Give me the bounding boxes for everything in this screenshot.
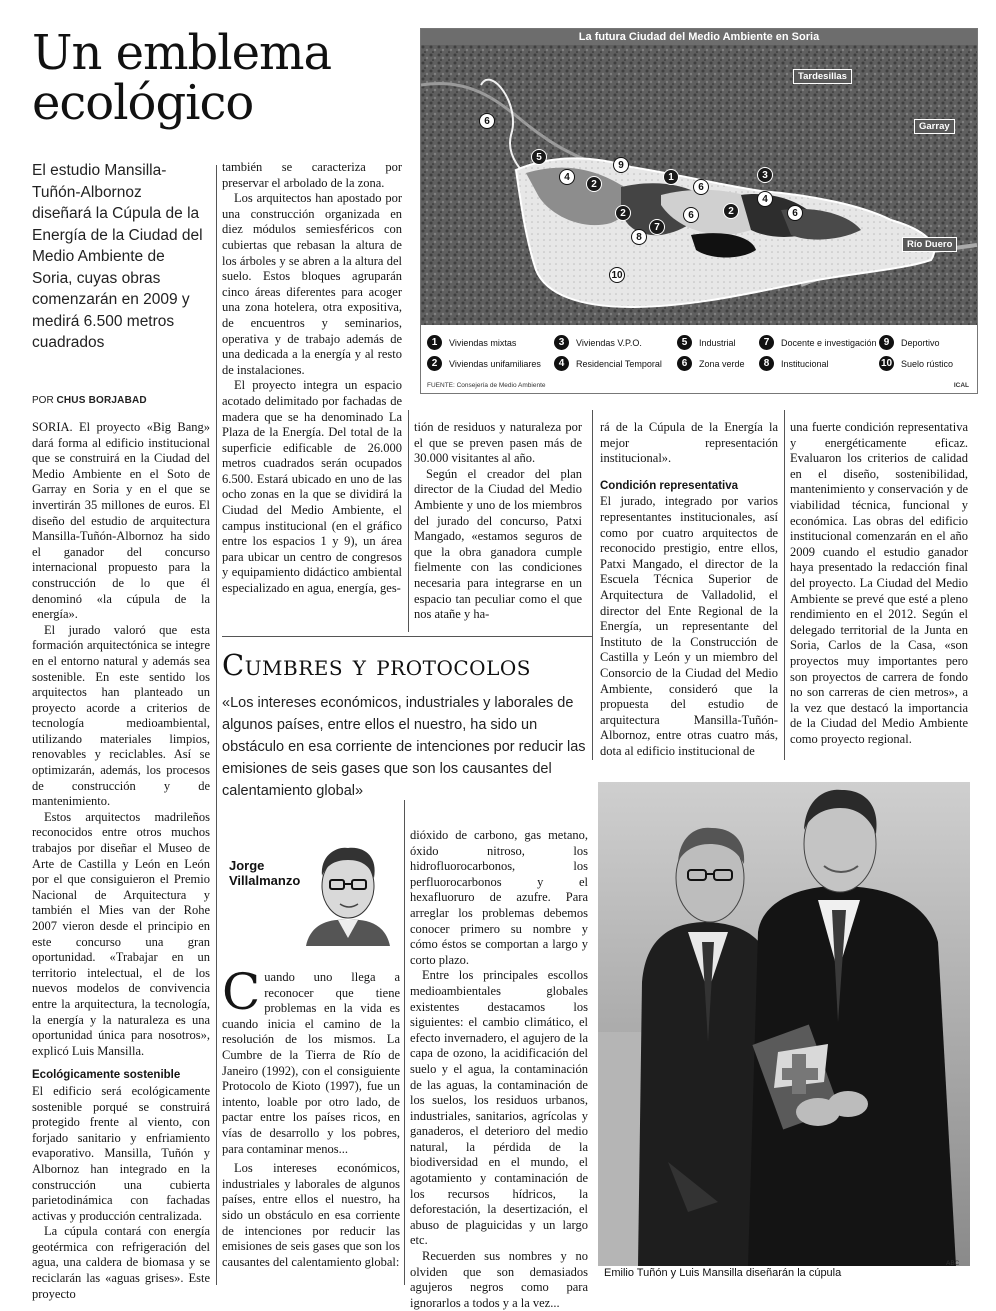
article-paragraph: Estos arquitectos madrileños reconocidos entre otros muchos trabajos por diseñar el Museo de Arte de Castilla y León en León por el que consiguieron el Premio Nacional de Arquitectura y también el Mies van der Rohe 2007 vieron desde el principio en este concurso una gran oportunidad. «Trabajar en un territorio intelectual, el de los nuevos modelos de convivencia entre la arquitectura, la tecnología, la energía y la naturaleza es una oportunidad única para nosotros», explicó Luis Mansilla. bbox=[32, 809, 210, 1058]
byline bbox=[32, 395, 147, 406]
article-paragraph: una fuerte condición representativa y energéticamente eficaz. Evaluaron los criterios de calidad en el diseño, sostenibilidad, mantenimiento y conservación y de viabilidad técnica, funcional y económica. Las obras del edificio institucional comenzarán en el año 2009 cuando el estudio ganador haya presentado la redacción final del proyecto. La Ciudad del Medio Ambiente se prevé que esté a pleno rendimiento en el 2012. Según el delegado territorial de la Junta en Soria, Carlos de la Casa, «son proyectos muy importantes pero son proyectos de carrera de fondo no son carreras de cien metros», a la vez que destacó la importancia de la Ciudad del Medio Ambiente como proyecto regional. bbox=[790, 420, 968, 746]
map-marker-1: 1 bbox=[663, 169, 679, 185]
headline-line-1: Un emblema bbox=[32, 25, 332, 81]
column-divider bbox=[784, 410, 785, 760]
legend-item-2: 2 Viviendas unifamiliares bbox=[427, 356, 541, 371]
map-marker-8: 8 bbox=[631, 229, 647, 245]
headline-line-2: ecológico bbox=[32, 75, 254, 131]
map-marker-6d: 6 bbox=[787, 205, 803, 221]
legend-item-7: 7 Docente e investigación bbox=[759, 335, 877, 350]
column-divider bbox=[404, 800, 405, 1285]
article-paragraph: Los arquitectos han apostado por una construcción organizada en diez módulos semiesféricos con cubiertas que rebasan la altura de los árboles y se abren a la altura del suelo. Estos bloques agruparán cinco áreas diferentes para acoger una zona hotelera, otra expositiva, de encuentros y seminarios, operativa y de trabajo además de una dedicada a la energía y al resto de instalaciones. bbox=[222, 191, 402, 377]
map-marker-2: 2 bbox=[586, 176, 602, 192]
map-source: FUENTE: Consejería de Medio Ambiente bbox=[427, 382, 546, 389]
opinion-paragraph: Recuerden sus nombres y no olviden que son demasiados agujeros negros como para ignorarlos a todos y a la vez... bbox=[410, 1249, 588, 1310]
map-place-garray: Garray bbox=[914, 119, 955, 134]
photo-credit: ABC bbox=[946, 1260, 960, 1267]
article-paragraph: SORIA. El proyecto «Big Bang» dará forma al edificio institucional que se construirá en la Ciudad del Medio Ambiente en el Soto de Garray en Soria y en el que se invertirán 35 millones de euros. El diseño del estudio de arquitectura Mansilla-Tuñón-Albornoz ha sido el ganador del concurso internacional propuesto para la construcción de lo que él denominó «la cúpula de la energía». bbox=[32, 420, 210, 622]
map-marker-6c: 6 bbox=[683, 207, 699, 223]
opinion-title: Cumbres y protocolos bbox=[222, 648, 531, 682]
headline bbox=[32, 25, 412, 131]
opinion-paragraph: Entre los principales escollos medioambientales globales existentes destacamos los siguientes: el cambio climático, el efecto invernadero, el agujero de la capa de ozono, la acidificación del suelo y el agua, la contaminación de las aguas, la contaminación de los suelos, los residuos urbanos, industriales, sanitarios, agrícolas y ganaderos, el deterioro del medio natural, la pérdida de la biodiversidad en el mundo, el agotamiento y contaminación de los recursos hídricos, la deforestación, la desertización, el abuso de plaguicidas y un largo etc. bbox=[410, 968, 588, 1248]
article-paragraph: Según el creador del plan director de la Ciudad del Medio Ambiente y uno de los miembros del jurado del concurso, Patxi Mangado, «estamos seguros de que la obra ganadora cumple fielmente con las condiciones necesaria para integrarse en un espacio tan peculiar como el que nos atañe y ha- bbox=[414, 466, 582, 622]
legend-item-5: 5 Industrial bbox=[677, 335, 736, 350]
legend-item-3: 3 Viviendas V.P.O. bbox=[554, 335, 642, 350]
map-marker-10: 10 bbox=[609, 267, 625, 283]
legend-item-9: 9 Deportivo bbox=[879, 335, 940, 350]
legend-item-8: 8 Institucional bbox=[759, 356, 829, 371]
author-portrait bbox=[302, 834, 394, 946]
map-marker-2b: 2 bbox=[615, 205, 631, 221]
opinion-lede: «Los intereses económicos, industriales y laborales de algunos países, entre ellos el nuestro, ha sido un obstáculo en esa corriente de intenciones por reducir las emisiones de seis gases que son los causantes del calentamiento global» bbox=[222, 695, 586, 799]
opinion-author: Jorge Villalmanzo bbox=[229, 858, 301, 888]
opinion-paragraph: Cuando uno llega a reconocer que tiene problemas en la vida es cuando inicia el camino de la resolución de los mismos. La Cumbre de la Tierra de Río de Janeiro (1992), con el consiguiente Protocolo de Kioto (1997), fue un intento, loable por otro lado, de pactar entre los países ricos, en vías de desarrollo y los pobres, para contaminar menos... bbox=[222, 963, 400, 1156]
column-divider bbox=[216, 165, 217, 1285]
map-graphic bbox=[420, 28, 978, 394]
legend-item-4: 4 Residencial Temporal bbox=[554, 356, 662, 371]
section-divider bbox=[222, 636, 592, 637]
photo-architects bbox=[598, 782, 970, 1266]
map-marker-9: 9 bbox=[613, 157, 629, 173]
article-subhead: Ecológicamente sostenible bbox=[32, 1069, 181, 1082]
map-marker-4b: 4 bbox=[757, 191, 773, 207]
opinion-paragraph: dióxido de carbono, gas metano, óxido nitroso, los hidrofluorocarbonos, los perfluorocarbonos y el hexafluoruro de azufre. Para arreglar los problemas debemos conocer primero su nombre y cómo éstos se comportan a largo y corto plazo. bbox=[410, 828, 588, 967]
article-column-4 bbox=[600, 420, 778, 759]
legend-item-1: 1 Viviendas mixtas bbox=[427, 335, 516, 350]
legend-item-10: 10 Suelo rústico bbox=[880, 358, 954, 369]
legend-item-6: 6 Zona verde bbox=[677, 356, 745, 371]
article-subhead: Condición representativa bbox=[600, 479, 739, 492]
article-paragraph: tión de residuos y naturaleza por el que se preven pasen más de 30.000 visitantes al año. bbox=[414, 420, 582, 466]
dropcap-letter: C bbox=[222, 963, 261, 1021]
map-marker-6b: 6 bbox=[693, 179, 709, 195]
opinion-column-2 bbox=[410, 828, 588, 1311]
map-marker-6: 6 bbox=[479, 113, 495, 129]
article-paragraph: El jurado valoró que esta formación arquitectónica se integre en el entorno natural y además sea sostenible. En este sentido los arquitectos han planteado un proyecto acorde a criterios de tecnología medioambiental, utilizando materiales limpios, renovables y reciclables. Así se optimizarán, además, los procesos de construcción y de mantenimiento. bbox=[32, 622, 210, 809]
article-paragraph: La cúpula contará con energía geotérmica con refrigeración del agua, una caldera de biomasa y se reciclarán las «aguas grises». Este proyecto bbox=[32, 1224, 210, 1301]
map-place-rio-duero: Río Duero bbox=[902, 237, 957, 252]
photo-caption: Emilio Tuñón y Luis Mansilla diseñarán la cúpula bbox=[604, 1267, 842, 1279]
map-marker-4: 4 bbox=[559, 169, 575, 185]
article-column-2 bbox=[222, 160, 402, 597]
opinion-paragraph: Los intereses económicos, industriales y laborales de algunos países, entre ellos el nuestro, ha sido un obstáculo en esa corriente de intenciones por reducir las emisiones de seis gases que son los causantes del calentamiento global: bbox=[222, 1161, 400, 1269]
map-marker-2c: 2 bbox=[723, 203, 739, 219]
map-marker-7: 7 bbox=[649, 219, 665, 235]
article-column-1 bbox=[32, 420, 210, 1302]
map-marker-5: 5 bbox=[531, 149, 547, 165]
article-paragraph: El proyecto integra un espacio acotado delimitado por fachadas de madera que se ha denominado La Plaza de la Energía. Del total de la superficie edificable de 26.000 metros cuadrados serán ocupados 6.500. Estará ubicado en uno de las ocho zonas en la que se dividirá la Ciudad del Medio Ambiente, el campus institucional (en el gráfico entre los espacios 1 y 9), un área para ubicar un centro de congresos y equipamiento didáctico ambiental especializado en agua, energía, ges- bbox=[222, 378, 402, 596]
opinion-column-1 bbox=[222, 963, 400, 1270]
map-marker-3: 3 bbox=[757, 167, 773, 183]
article-column-3 bbox=[414, 420, 582, 623]
map-place-tardesillas: Tardesillas bbox=[793, 69, 852, 84]
article-paragraph: El edificio será ecológicamente sostenible porqué se construirá protegido frente al viento, con forjado sanitario y enfriamiento evaporativo. Mansilla, Tuñón y Albornoz han integrado en la construcción una cubierta parietodinámica con fachadas activas y producción centralizada. bbox=[32, 1083, 210, 1223]
article-paragraph: rá de la Cúpula de la Energía la mejor representación institucional». bbox=[600, 420, 778, 466]
article-column-5 bbox=[790, 420, 968, 747]
deck: El estudio Mansilla-Tuñón-Albornoz diseñará la Cúpula de la Energía de la Ciudad del Medio Ambiente de Soria, cuyas obras comenzarán en 2009 y medirá 6.500 metros cuadrados bbox=[32, 162, 203, 351]
article-paragraph: El jurado, integrado por varios representantes institucionales, así como por cuatro arquitectos de reconocido prestigio, entre ellos, Patxi Mangado, el director de la Escuela Técnica Superior de Arquitectura de Valladolid, el director del Ente Regional de la Energía, un representante del Instituto de la Construcción de Castilla y León y un miembro del Consorcio de la Ciudad del Medio Ambiente, consideró que la propuesta del estudio de arquitectura Mansilla-Tuñón-Albornoz, entre otras cuatro más, dota al edificio institucional de bbox=[600, 494, 778, 758]
column-divider bbox=[408, 410, 409, 632]
map-credit: ICAL bbox=[953, 382, 969, 389]
map-title: La futura Ciudad del Medio Ambiente en Soria bbox=[421, 29, 977, 45]
byline-author: CHUS BORJABAD bbox=[56, 395, 147, 406]
byline-prefix: POR bbox=[32, 395, 54, 406]
article-paragraph: también se caracteriza por preservar el arbolado de la zona. bbox=[222, 160, 402, 190]
